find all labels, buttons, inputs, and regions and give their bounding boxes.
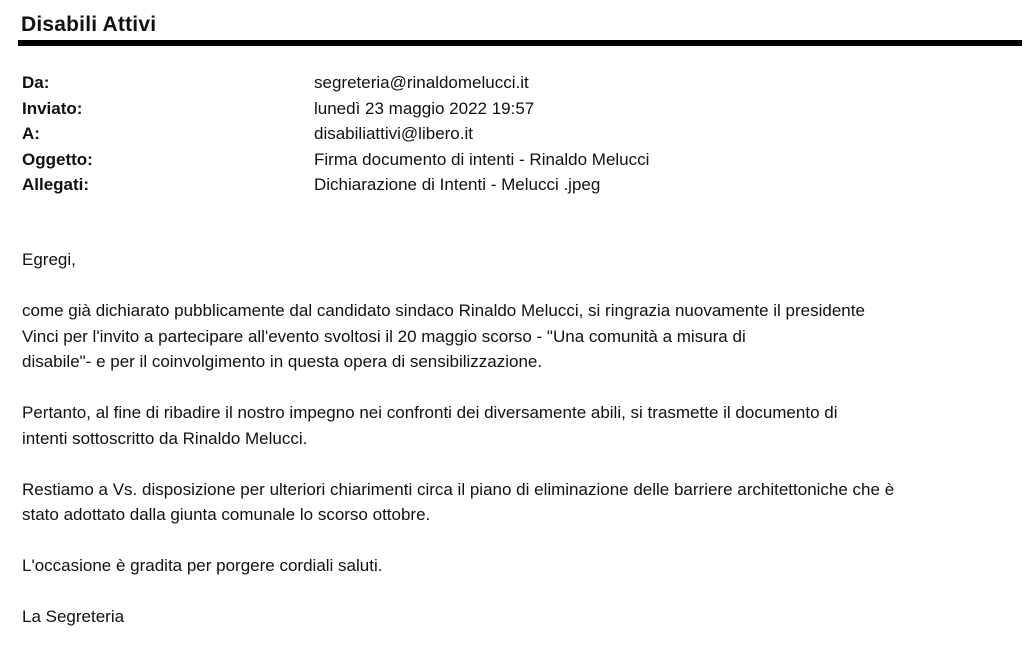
paragraph-line: disabile"- e per il coinvolgimento in questa opera di sensibilizzazione. [22,352,543,371]
header-row-sent [22,96,1002,122]
paragraph-line: Restiamo a Vs. disposizione per ulteriori chiarimenti circa il piano di eliminazione delle barriere architettoniche che è [22,479,895,499]
paragraph-line: stato adottato dalla giunta comunale lo scorso ottobre. [22,505,431,524]
paragraph-line: Vinci per l'invito a partecipare all'evento svoltosi il 20 maggio scorso - "Una comunità a misura di [22,326,746,346]
header-label-subject: Oggetto: [22,149,93,169]
header-value-sent: lunedì 23 maggio 2022 19:57 [314,98,535,118]
header-row-to [22,121,1002,147]
paragraph-document [22,400,1022,451]
header-value-subject: Firma documento di intenti - Rinaldo Melucci [314,149,650,169]
email-headers [22,70,1002,198]
paragraph-availability [22,477,1022,528]
paragraph-line: Pertanto, al fine di ribadire il nostro impegno nei confronti dei diversamente abili, si trasmette il documento di [22,403,838,422]
email-title: Disabili Attivi [21,13,157,36]
header-row-from [22,70,1002,96]
header-value-to: disabiliattivi@libero.it [314,124,473,143]
paragraph-thanks [22,298,1022,375]
header-label-attachments: Allegati: [22,175,90,194]
header-label-from: Da: [22,73,50,92]
header-row-subject [22,147,1002,173]
email-body [22,247,1022,655]
header-value-attachments[interactable]: Dichiarazione di Intenti - Melucci .jpeg [314,175,601,194]
header-row-attachments [22,172,1002,198]
paragraph-line: come già dichiarato pubblicamente dal candidato sindaco Rinaldo Melucci, si ringrazia nuovamente il presidente [22,301,865,320]
header-label-to: A: [22,124,40,143]
title-divider [18,40,1022,46]
greeting: Egregi, [22,250,76,269]
closing: L'occasione è gradita per porgere cordiali saluti. [22,556,383,575]
header-value-from: segreteria@rinaldomelucci.it [314,73,529,92]
signature: La Segreteria [22,607,125,626]
header-label-sent: Inviato: [22,98,83,118]
paragraph-line: intenti sottoscritto da Rinaldo Melucci. [22,428,308,448]
